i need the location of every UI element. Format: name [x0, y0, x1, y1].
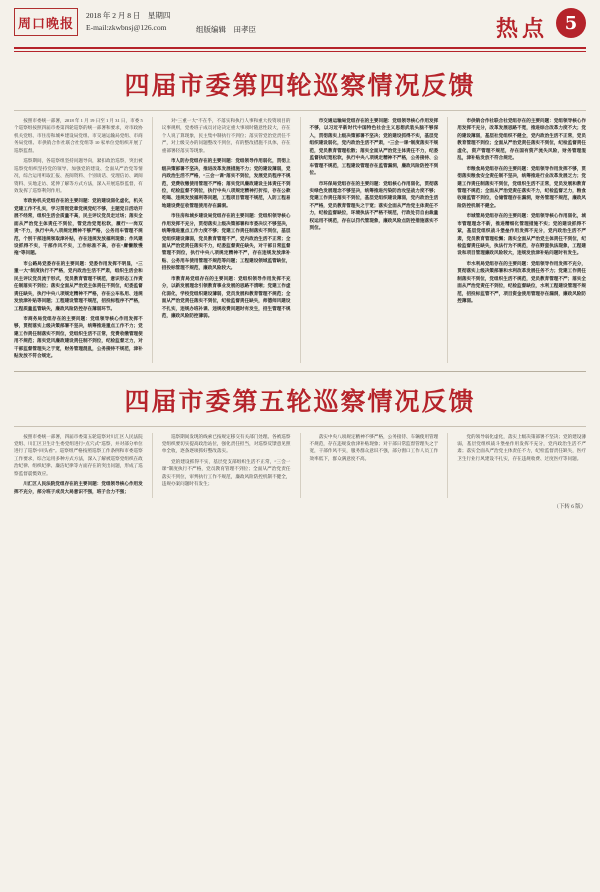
text-column [14, 117, 143, 363]
sub-section-paragraph: 市供销合作社联合社党组存在的主要问题：党组领导核心作用发挥不充分，改革发展思路不宽，推进综合改革力度不大；党的建设薄弱，基层社党组织不健全，党内政治生活不正常，党员教育管理不到位；全面从严治党责任落实不到位，纪检监督责任虚化，资产管理不规范，存在国有资产流失风险，财务管理混乱，津补贴发放不符合规定。 [457, 118, 586, 161]
body-paragraph: 党的领导弱化虚化，落实上级决策部署不坚决；党的建设薄弱，基层党组织战斗堡垒作用发挥不充分，党内政治生活不严肃；落实全面从严治党主体责任不力，纪检监督责任缺失，医疗卫生行业行风建设不扎实，存在违规收费、过度医疗等问题。 [457, 433, 586, 461]
publication-date: 2018 年 2 月 8 日 星期四 [86, 11, 171, 20]
text-column [162, 117, 291, 363]
article2-columns [14, 433, 586, 499]
sub-section-paragraph: 市水利局党组存在的主要问题：党组领导作用发挥不充分，贯彻落实上级决策部署和水利改革发展任务不力；党建工作责任制落实不到位，党组织生活不规范，党员教育管理不严；落实全面从严治党责任不到位，纪检监督缺位，水利工程建设管理不规范，招投标监管不严，项目资金使用管理存在漏洞，廉政风险防控薄弱。 [457, 260, 586, 304]
body-paragraph: 党的建设抓得不实，基层党支部组织生活不正常，“三会一课”制度执行不严格，党员教育管理不到位；全面从严治党责任落实不到位，审判执行工作不规范，廉政风险防控机制不健全，违规办案问题时有发生； [161, 458, 291, 487]
text-column [310, 117, 439, 363]
page-title: 四届市委第四轮巡察情况反馈 [124, 71, 476, 100]
sub-section-paragraph: 市城管局党组存在的主要问题：党组领导核心作用弱化，城市管理理念不新，推进精细化管理措施不实；党的建设抓得不紧，基层党组织战斗堡垒作用发挥不充分，党内政治生活不严肃，党员教育管理松懈；落实全面从严治党主体责任不到位，纪检监督责任缺失，执法行为不规范，存在野蛮执法现象，工程建设和项目管理廉政风险较大，违规发放津补贴问题时有发生。 [457, 213, 586, 256]
sub-section-paragraph: 市教育局党组存在的主要问题：党组织领导作用发挥不充分，以新发展理念引领教育事业发展的思路不清晰；党建工作虚化弱化，学校党组织建设薄弱，党员发展和教育管理不规范；全面从严治党责任落实不到位，纪检监督责任缺失，师德师风建设不扎实，违规办班补课、违规收费问题时有发生，招生管理不规范，廉政风险防控薄弱。 [161, 275, 291, 318]
newspaper-logo: 周口晚报 [14, 8, 78, 36]
continuation-note: （下转 6 版） [553, 504, 586, 511]
sub-section-paragraph: 市交通运输局党组存在的主要问题：党组领导核心作用发挥不够，以习近平新时代中国特色社会主义思想武装头脑不够深入，贯彻落实上级决策部署不坚决；党的建设抓得不实，基层党组织建设弱化，党内政治生活不严肃，“三会一课”制度落实不规范，党员教育管理松散；落实全面从严治党主体责任不力，纪委监督执纪宽松软，执行中央八项规定精神不严格，公务接待、公车管理不规范，工程建设管理存在监管漏洞，廉政风险防控不到位。 [309, 118, 439, 176]
masthead-rule-thin [14, 51, 586, 52]
masthead [0, 0, 600, 56]
article-fourth-round [14, 56, 586, 363]
column-divider [447, 117, 448, 363]
headline-divider-2 [14, 426, 586, 427]
text-column [162, 433, 291, 499]
sub-section-paragraph: 市粮食局党组存在的主要问题：党组领导作用发挥不够，贯彻落实粮食安全责任制不坚决，统筹推进行业改革发展乏力；党建工作责任制落实不到位，党组织生活不正常，党员发展和教育管理不规范；全面从严治党责任落实不力，纪检监督乏力，粮食收储监管不到位，仓储管理存在漏洞，财务管理不规范，廉政风险防控机制不健全。 [457, 165, 586, 208]
body-paragraph: 按照市委统一部署，2018 年 1 月 19 日至 1 月 31 日，市委 5 个巡察组按照四届市委第四轮巡察的统一部署和要求，对市政协机关党组、市住房和城乡建设局党组、市交通运输局党组、市商务局党组、市供销合作社联合社党组等 10 家单位党组织开展了巡察监督。 [14, 118, 143, 153]
sub-section-paragraph: 市人防办党组存在的主要问题：党组领导作用弱化，贯彻上级决策部署不坚决，推进改革发展措施不力；党的建设薄弱，党内政治生活不严格，“三会一课”落实不到位，发展党员程序不规范，党费收缴使用管理不严格；落实党风廉政建设主体责任不到位，纪检监督不到位，执行中央八项规定精神打折扣，存在公款吃喝、违规发放福利等问题，工程项目管理不规范，人防工程易地建设费征收管理使用存在漏洞。 [161, 158, 291, 208]
column-divider [300, 433, 301, 499]
sub-section-paragraph: 市商务局党组存在的主要问题：党组领导核心作用发挥不够，贯彻落实上级决策部署不坚决，统筹推进重点工作不力；党建工作责任制落实不到位，党组织生活不正常，党费收缴管理使用不规范；落实党风廉政建设责任制不到位，纪检监督乏力，对干部监督管理失之于宽，财务管理混乱，公务接待不规范，津补贴发放不符合规定。 [14, 315, 143, 359]
body-paragraph: 对“三重一大”不在乎，不落实和执行人事和重大投资项目的议事规则，党委班子成员讨论决定重大事项时随意性较大，存在个人说了算现象，民主集中制执行不到位；落实管党治党责任不严，对上级交办的问题整改不到位，有的整改措施不具体，存在重部署轻落实等现象。 [161, 118, 291, 153]
text-column [14, 433, 143, 499]
column-divider [152, 117, 153, 363]
body-paragraph: 巡察期间，各巡察组坚持问题导向，紧扣政治巡察，突出被巡察党组织坚持党的领导、加强党的建设、全面从严治党等情况，综合运用听取汇报、查阅资料、个别谈话、受理信访、调阅资料、实地走访、延伸了解等方式方法，深入开展巡察监督，有效发挥了巡察利剑作用。 [14, 158, 143, 193]
body-paragraph: 巡察期间发现的线索已按规定移交有关部门处理。各被巡察党组织要切实提高政治站位，强化责任担当，对巡察反馈意见照单全收，逐条逐项抓好整改落实。 [161, 433, 291, 454]
page-title-2: 四届市委第五轮巡察情况反馈 [124, 386, 476, 416]
masthead-editor: 组版编辑 田孝臣 [196, 25, 256, 34]
column-divider [447, 433, 448, 499]
body-paragraph: 按照市委统一部署，四届市委第五轮巡察对川汇区人民法院党组、川汇区卫生计生委党组进行“点穴式”巡察，并对部分单位进行了巡察“回头看”。巡察组严格按照巡察工作条例和市委巡察工作要求，综合运用多种方式方法，深入了解被巡察党组织在政治纪律、组织纪律、廉洁纪律等方面存在的突出问题，形成了巡察监督震慑效应。 [14, 433, 143, 476]
sub-section-paragraph: 川汇区人民法院党组存在的主要问题：党组领导核心作用发挥不充分，部分班子成员大局意识不强，班子合力不强； [14, 481, 143, 494]
article1-columns [14, 117, 586, 363]
column-divider [300, 117, 301, 363]
column-divider [152, 433, 153, 499]
text-column [457, 117, 586, 363]
sub-section-paragraph: 市住房和城乡建设局党组存在的主要问题：党组织领导核心作用发挥不充分，贯彻落实上级决策部署和市委决议不够坚决，统筹推进重点工作力度不够；党建工作责任制落实不到位，基层党组织建设薄弱，党员教育管理不严，党内政治生活不正常；全面从严治党责任落实不力，纪委监督责任缺失，对干部日常监督管理不到位，执行中央八项规定精神不严，存在违规发放津补贴、公务用车使用管理不规范等问题；工程建设领域监管缺位，招投标管理不规范，廉政风险较大。 [161, 213, 291, 271]
section-label: 热点 [495, 16, 548, 42]
text-column [457, 433, 586, 499]
body-paragraph: 落实中央八项规定精神不够严格，公务接待、车辆使用管理不规范，存在违规发放津补贴现象；对干部日常监督管理失之于宽，干部作风不实，服务群众意识不强，部分窗口工作人员工作效率低下，群众满意度不高。 [309, 433, 439, 461]
masthead-email: E-mail:zkwbnsj@126.com [86, 23, 167, 32]
sub-section-paragraph: 市政协机关党组存在的主要问题：党的建设弱化虚化，机关党建工作不扎实，学习贯彻党章党规党纪不够，主题党日活动开展不经常，组织生活会质量不高，民主评议党员走过场；落实全面从严治党主体责任不到位，管党治党宽松软，履行“一岗双责”不力，执行中央八项规定精神不够严格，公务用车管理不规范，个别干部违规领取津补贴，存在违规发放福利现象；作风建设抓得不实，干部作风不实，工作标准不高，存在“庸懒散慢拖”等问题。 [14, 198, 143, 256]
sub-section-paragraph: 市公路局党委存在的主要问题：党委作用发挥不明显，“三重一大”制度执行不严格，党内政治生活不严肃，组织生活会和民主评议党员流于形式，党员教育管理不规范，意识形态工作责任制落实不到位；落实全面从严治党主体责任不到位，纪委监督责任缺失，执行中央八项规定精神不严格，存在公车私用、违规发放津补贴等问题；工程建设管理不规范，招投标程序不严格，工程质量监管缺失，廉政风险防控存在薄弱环节。 [14, 260, 143, 311]
page-number-badge: 5 [556, 8, 586, 38]
sub-section-paragraph: 市环保局党组存在的主要问题：党组核心作用弱化，贯彻落实绿色发展理念不够坚决，统筹推进污染防治攻坚战力度不够；党建工作责任落实不到位，基层党组织建设薄弱，党内政治生活不严格，党员教育管理失之于宽；落实全面从严治党主体责任不力，纪检监督缺位，环境执法不严格不规范，行政处罚自由裁量权运用不规范，存在以罚代管现象，廉政风险点防控措施落实不到位。 [309, 180, 439, 231]
masthead-rule-thick [14, 47, 586, 49]
text-column [310, 433, 439, 499]
article-fifth-round [14, 372, 586, 511]
headline-divider [14, 110, 586, 111]
masthead-meta [86, 10, 170, 34]
